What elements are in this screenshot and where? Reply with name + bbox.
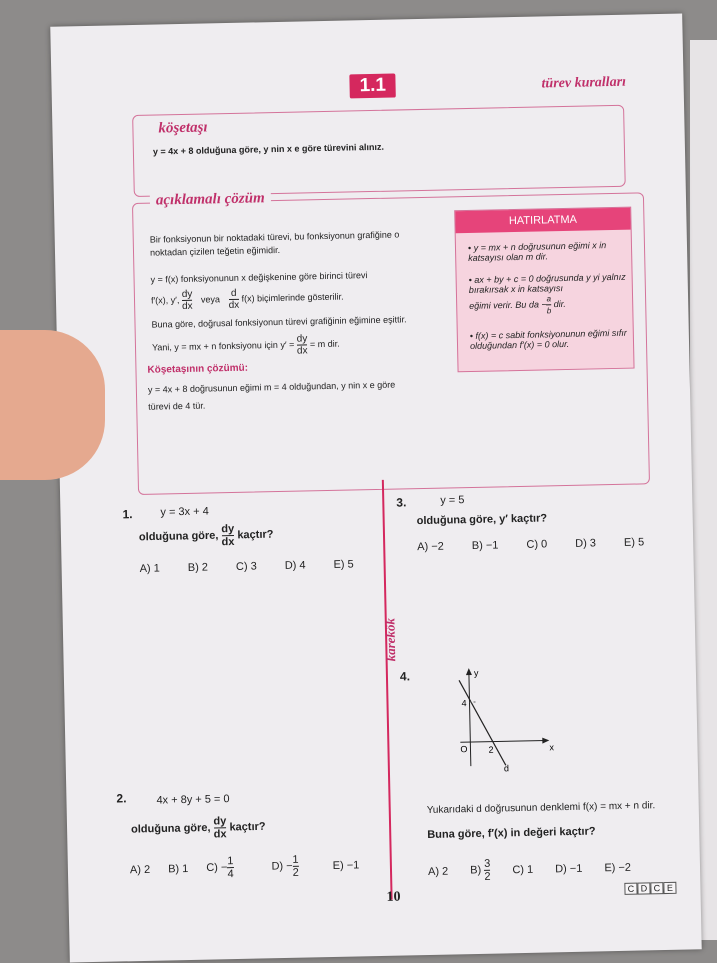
solution-title: Köşetaşının çözümü: [147, 363, 248, 376]
q4-option-a[interactable]: A) 2 [428, 865, 448, 877]
q1-options [140, 558, 354, 574]
q3-option-a[interactable]: A) −2 [417, 541, 444, 554]
hatirlatma-item-3: • f(x) = c sabit fonksiyonunun eğimi sıfır olduğundan f′(x) = 0 olur. [470, 328, 628, 351]
q2-option-d[interactable]: D) − $\frac{1}{2}$ [271, 854, 299, 880]
q2-options [130, 852, 360, 882]
q4-number: 4. [400, 669, 410, 683]
q4-graph [444, 664, 556, 776]
q2-equation: 4x + 8y + 5 = 0 [156, 793, 229, 807]
q3-number: 3. [396, 495, 406, 509]
aciklama-title: açıklamalı çözüm [150, 190, 271, 210]
q2-option-a[interactable]: A) 2 [130, 863, 150, 875]
solution-line1: y = 4x + 8 doğrusunun eğimi m = 4 olduğundan, y nin x e göre [148, 380, 396, 395]
q2-fraction: $\frac{dy}{dx}$ [213, 815, 226, 840]
q1-option-a[interactable]: A) 1 [140, 563, 160, 575]
aciklama-p1b: noktadan çizilen teğetin eğimidir. [150, 245, 280, 258]
hatirlatma-box [454, 207, 634, 373]
aciklama-p4: Buna göre, doğrusal fonksiyonun türevi grafiğinin eğimine eşittir. [151, 314, 406, 329]
q1-ask: olduğuna göre, $\frac{dy}{dx}$ kaçtır? [139, 522, 274, 550]
column-divider [382, 480, 392, 900]
topic-title: türev kuralları [541, 75, 626, 93]
q1-option-c[interactable]: C) 3 [236, 561, 257, 573]
q3-option-d[interactable]: D) 3 [575, 537, 596, 549]
hatirlatma-item-2: • ax + by + c = 0 doğrusunda y yi yalnız bırakırsak x in katsayısı eğimi verir. Bu da − $\frac{a}{b}$ dir. [469, 272, 628, 318]
q4-option-c[interactable]: C) 1 [512, 863, 533, 875]
answer-3: C [650, 882, 663, 894]
q2-option-c[interactable]: C) − $\frac{1}{4}$ [206, 855, 234, 881]
dy-dx-fraction-2: $\frac{dy}{dx}$ [297, 333, 308, 356]
q3-options [417, 536, 644, 553]
hatirlatma-item-1: • y = mx + n doğrusunun eğimi x in katsayısı olan m dir. [468, 240, 626, 263]
q2-option-e[interactable]: E) −1 [333, 859, 360, 872]
answer-1: C [624, 883, 637, 895]
q4-option-b[interactable]: B) $\frac{3}{2}$ [470, 858, 491, 883]
d-dx-fraction: $\frac{d}{dx}$ [228, 288, 239, 311]
q3-ask: olduğuna göre, y′ kaçtır? [417, 512, 548, 527]
y-intercept-label: 4 [461, 698, 466, 708]
q1-equation: y = 3x + 4 [160, 506, 209, 519]
q1-option-e[interactable]: E) 5 [333, 558, 353, 570]
section-number: 1.1 [349, 73, 396, 98]
q1-option-d[interactable]: D) 4 [285, 559, 306, 571]
thumb [0, 330, 105, 480]
kosetasi-title: köşetaşı [152, 119, 214, 137]
textbook-page [50, 13, 701, 962]
answer-4: E [663, 882, 676, 894]
q1-number: 1. [122, 507, 132, 521]
aciklama-p1: Bir fonksiyonun bir noktadaki türevi, bu fonksiyonun grafiğine o [150, 229, 400, 244]
aciklama-p3: f′(x), y′, $\frac{dy}{dx}$ veya $\frac{d}{dx}$ f(x) biçimlerinde gösterilir. [151, 286, 344, 313]
q1-option-b[interactable]: B) 2 [188, 562, 208, 574]
q4-ask: Buna göre, f′(x) in değeri kaçtır? [427, 825, 595, 841]
q4-statement: Yukarıdaki d doğrusunun denklemi f(x) = mx + n dir. [427, 800, 656, 816]
line-d-label: d [504, 763, 509, 773]
a-b-fraction: $\frac{a}{b}$ [546, 293, 551, 316]
q3-equation: y = 5 [440, 494, 464, 507]
q2-option-b[interactable]: B) 1 [168, 863, 188, 875]
x-axis-arrow [542, 737, 549, 743]
q1-fraction: $\frac{dy}{dx}$ [221, 523, 234, 548]
q3-option-b[interactable]: B) −1 [472, 539, 499, 552]
answer-key [624, 882, 676, 895]
q2-number: 2. [116, 791, 126, 805]
x-axis-label: x [549, 742, 554, 752]
solution-line2: türevi de 4 tür. [148, 401, 205, 412]
dy-dx-fraction: $\frac{dy}{dx}$ [182, 289, 193, 312]
q4-options [428, 855, 631, 884]
aciklama-p5: Yani, y = mx + n fonksiyonu için y′ = $\frac{dy}{dx}$ = m dir. [152, 333, 340, 360]
x-axis [460, 741, 545, 743]
kosetasi-question: y = 4x + 8 olduğuna göre, y nin x e göre türevini alınız. [153, 142, 384, 157]
page-number: 10 [386, 890, 400, 906]
x-intercept-label: 2 [488, 745, 493, 755]
y-axis-arrow [466, 668, 472, 675]
q3-option-e[interactable]: E) 5 [624, 536, 644, 548]
karekok-label: karekök [382, 618, 399, 662]
aciklama-p2: y = f(x) fonksiyonunun x değişkenine göre birinci türevi [150, 270, 367, 285]
y-axis [469, 671, 471, 766]
q4-option-d[interactable]: D) −1 [555, 862, 582, 875]
hatirlatma-title: HATIRLATMA [455, 208, 630, 234]
answer-2: D [637, 882, 650, 894]
q4-option-e[interactable]: E) −2 [604, 861, 631, 874]
y-axis-label: y [474, 668, 479, 678]
origin-label: O [460, 744, 467, 754]
q3-option-c[interactable]: C) 0 [526, 538, 547, 550]
q2-ask: olduğuna göre, $\frac{dy}{dx}$ kaçtır? [131, 814, 266, 842]
